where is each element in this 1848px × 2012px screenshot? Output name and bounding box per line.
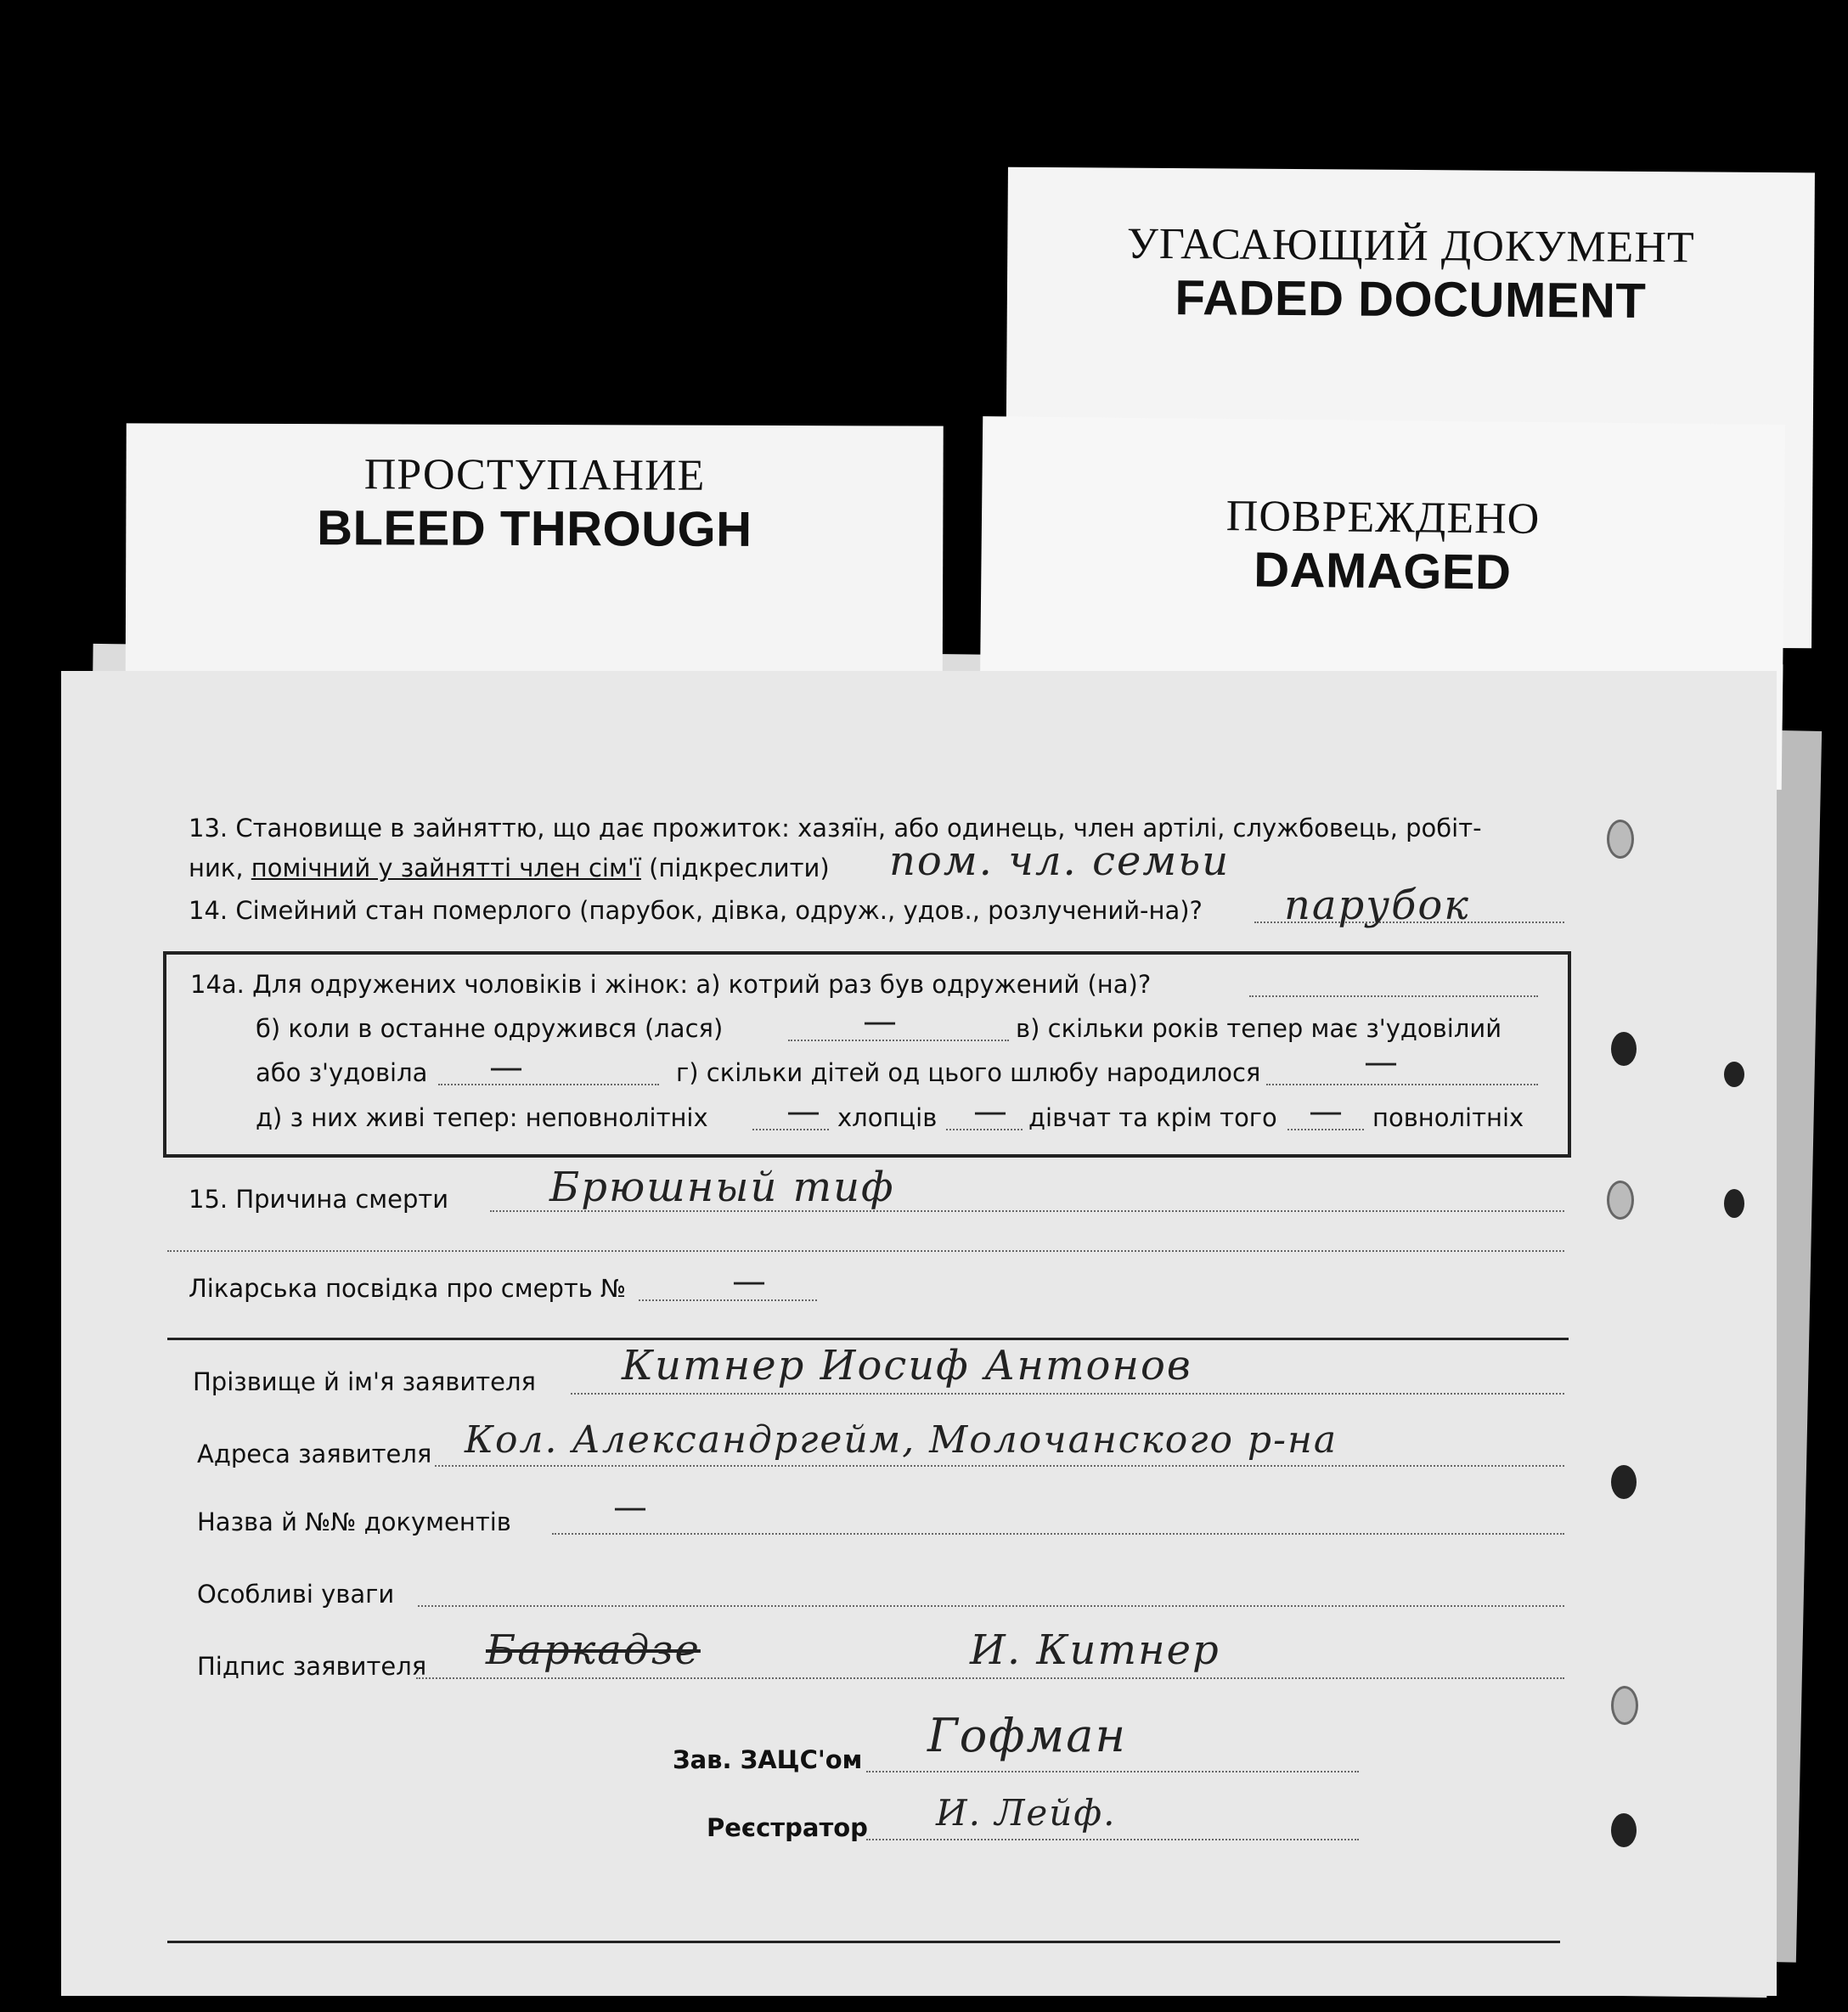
- field-13-underlined: помічний у зайнятті член сім'ї: [251, 854, 641, 882]
- slip-en-text: DAMAGED: [1253, 542, 1512, 600]
- death-record-form: [61, 671, 1777, 1996]
- med-cert-label: Лікарська посвідка про смерть №: [189, 1274, 627, 1303]
- dots: [1266, 1084, 1538, 1085]
- documents-label: Назва й №№ документів: [197, 1508, 511, 1536]
- registry-head-label: Зав. ЗАЦС'ом: [673, 1745, 863, 1774]
- binder-hole-under: [1724, 1062, 1744, 1087]
- dots: [1249, 995, 1538, 997]
- registrar-label: Реєстратор: [707, 1813, 868, 1842]
- med-cert-dots: [639, 1299, 817, 1301]
- field-13-line2: [189, 854, 830, 882]
- dots: [552, 1533, 1564, 1535]
- dash-value: —: [786, 1092, 820, 1131]
- binder-hole: [1611, 1032, 1637, 1066]
- slip-en-text: BLEED THROUGH: [317, 500, 752, 557]
- field-14-value: парубок: [1284, 882, 1470, 929]
- field-14a-line4a: д) з них живі тепер: неповнолітніх: [256, 1103, 708, 1132]
- dash-value: —: [489, 1048, 523, 1087]
- field-14a-line2a: б) коли в останне одружився (лася): [256, 1014, 724, 1043]
- dots: [866, 1771, 1359, 1772]
- signature-struck-value: Баркадзе: [486, 1626, 701, 1674]
- field-15-label: 15. Причина смерти: [189, 1185, 449, 1214]
- field-13-line1: 13. Становище в зайняттю, що дає прожиток: хазяїн, або одинець, член артілі, службовець, робіт-: [189, 814, 1482, 843]
- applicant-address-label: Адреса заявителя: [197, 1440, 432, 1468]
- field-14a-line3a: або з'удовіла: [256, 1058, 428, 1087]
- field-14-label: 14. Сімейний стан померлого (парубок, дівка, одруж., удов., розлучений-на)?: [189, 896, 1203, 925]
- dash-value: —: [863, 1002, 897, 1041]
- dash-value: —: [1364, 1043, 1398, 1082]
- dots: [435, 1465, 1564, 1467]
- documents-value: —: [613, 1488, 647, 1527]
- field-14a-line3b: г) скільки дітей од цього шлюбу народилося: [676, 1058, 1261, 1087]
- field-14a-line4b: хлопців: [837, 1103, 938, 1132]
- signature-value: И. Китнер: [970, 1626, 1220, 1674]
- registrar-signature: И. Лейф.: [936, 1792, 1117, 1834]
- dots: [418, 1605, 1564, 1607]
- binder-hole: [1607, 820, 1634, 859]
- applicant-address-value: Кол. Александргейм, Молочанского р-на: [465, 1418, 1338, 1462]
- med-cert-value: —: [732, 1262, 766, 1301]
- dots: [866, 1839, 1359, 1840]
- section-divider: [167, 1338, 1569, 1340]
- binder-hole: [1611, 1813, 1637, 1847]
- binder-hole-under: [1724, 1189, 1744, 1218]
- field-15-value: Брюшный тиф: [549, 1164, 895, 1211]
- signature-label: Підпис заявителя: [197, 1652, 427, 1681]
- field-14a-line1: 14а. Для одружених чоловіків і жінок: а) котрий раз був одружений (на)?: [190, 970, 1152, 999]
- bottom-rule: [167, 1941, 1560, 1943]
- applicant-name-label: Прізвище й ім'я заявителя: [193, 1367, 536, 1396]
- slip-en-text: FADED DOCUMENT: [1175, 270, 1647, 329]
- field-14a-line4d: повнолітніх: [1372, 1103, 1524, 1132]
- dots: [788, 1040, 1009, 1041]
- field-13-pre: ник,: [189, 854, 251, 882]
- dash-value: —: [1309, 1092, 1343, 1131]
- slip-ru-text: ПРОСТУПАНИЕ: [363, 450, 706, 500]
- field-14a-box: [163, 951, 1571, 1158]
- dots: [438, 1084, 659, 1085]
- dash-value: —: [973, 1092, 1007, 1131]
- registry-head-signature: Гофман: [927, 1709, 1128, 1762]
- dots: [571, 1393, 1564, 1395]
- applicant-name-value: Китнер Иосиф Антонов: [622, 1342, 1192, 1389]
- slip-ru-text: УГАСАЮЩИЙ ДОКУМЕНТ: [1126, 219, 1695, 273]
- binder-hole: [1611, 1686, 1638, 1725]
- field-13-post: (підкреслити): [640, 854, 830, 882]
- slip-ru-text: ПОВРЕЖДЕНО: [1225, 492, 1541, 544]
- field-15-dots-2: [167, 1250, 1564, 1252]
- field-13-value: пом. чл. семьи: [889, 837, 1231, 885]
- field-14a-line2b: в) скільки років тепер має з'удовілий: [1016, 1014, 1502, 1043]
- notes-label: Особливі уваги: [197, 1580, 395, 1609]
- binder-hole: [1607, 1181, 1634, 1220]
- dots: [416, 1677, 1564, 1679]
- binder-hole: [1611, 1465, 1637, 1499]
- field-14a-line4c: дівчат та крім того: [1028, 1103, 1277, 1132]
